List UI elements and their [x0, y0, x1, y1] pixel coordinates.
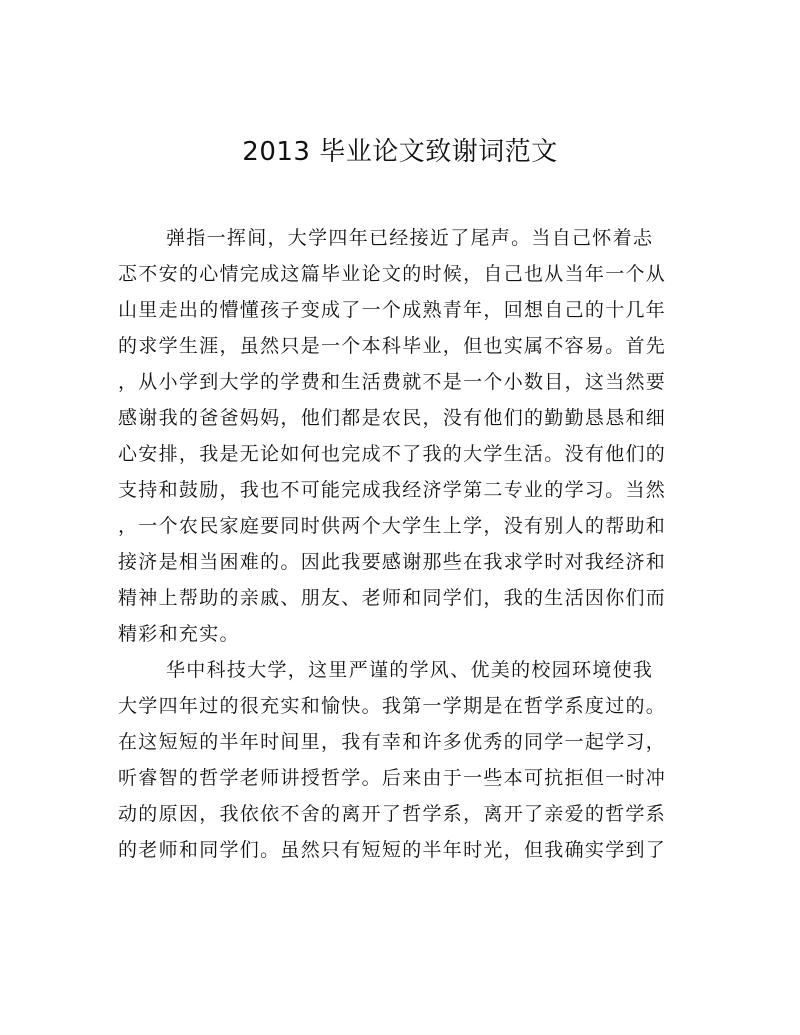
paragraph-line: 心安排，我是无论如何也完成不了我的大学生活。没有他们的 [118, 443, 667, 465]
paragraph-line: 的老师和同学们。虽然只有短短的半年时光，但我确实学到了 [118, 839, 667, 861]
paragraph-line: 支持和鼓励，我也不可能完成我经济学第二专业的学习。当然 [118, 479, 667, 501]
paragraph-line: 忑不安的心情完成这篇毕业论文的时候，自己也从当年一个从 [118, 263, 667, 285]
paragraph-line: 接济是相当困难的。因此我要感谢那些在我求学时对我经济和 [118, 551, 667, 573]
paragraph-line: ，一个农民家庭要同时供两个大学生上学，没有别人的帮助和 [118, 515, 667, 537]
paragraph-line: 大学四年过的很充实和愉快。我第一学期是在哲学系度过的。 [118, 695, 667, 717]
paragraph-line: 弹指一挥间，大学四年已经接近了尾声。当自己怀着忐 [166, 227, 654, 249]
paragraph-line: 在这短短的半年时间里，我有幸和许多优秀的同学一起学习， [118, 731, 667, 753]
paragraph-line: 山里走出的懵懂孩子变成了一个成熟青年，回想自己的十几年 [118, 299, 667, 321]
paragraph-line: 华中科技大学，这里严谨的学风、优美的校园环境使我 [166, 659, 654, 681]
paragraph-line: 感谢我的爸爸妈妈，他们都是农民，没有他们的勤勤恳恳和细 [118, 407, 667, 429]
paragraph-line: 精神上帮助的亲戚、朋友、老师和同学们，我的生活因你们而 [118, 587, 667, 609]
paragraph-line: 精彩和充实。 [118, 623, 240, 645]
paragraph-line: 的求学生涯，虽然只是一个本科毕业，但也实属不容易。首先 [118, 335, 667, 357]
paragraph-line: 听睿智的哲学老师讲授哲学。后来由于一些本可抗拒但一时冲 [118, 767, 667, 789]
document-title: 2013 毕业论文致谢词范文 [242, 137, 558, 167]
paragraph-line: 动的原因，我依依不舍的离开了哲学系，离开了亲爱的哲学系 [118, 803, 667, 825]
paragraph-line: ，从小学到大学的学费和生活费就不是一个小数目，这当然要 [118, 371, 667, 393]
